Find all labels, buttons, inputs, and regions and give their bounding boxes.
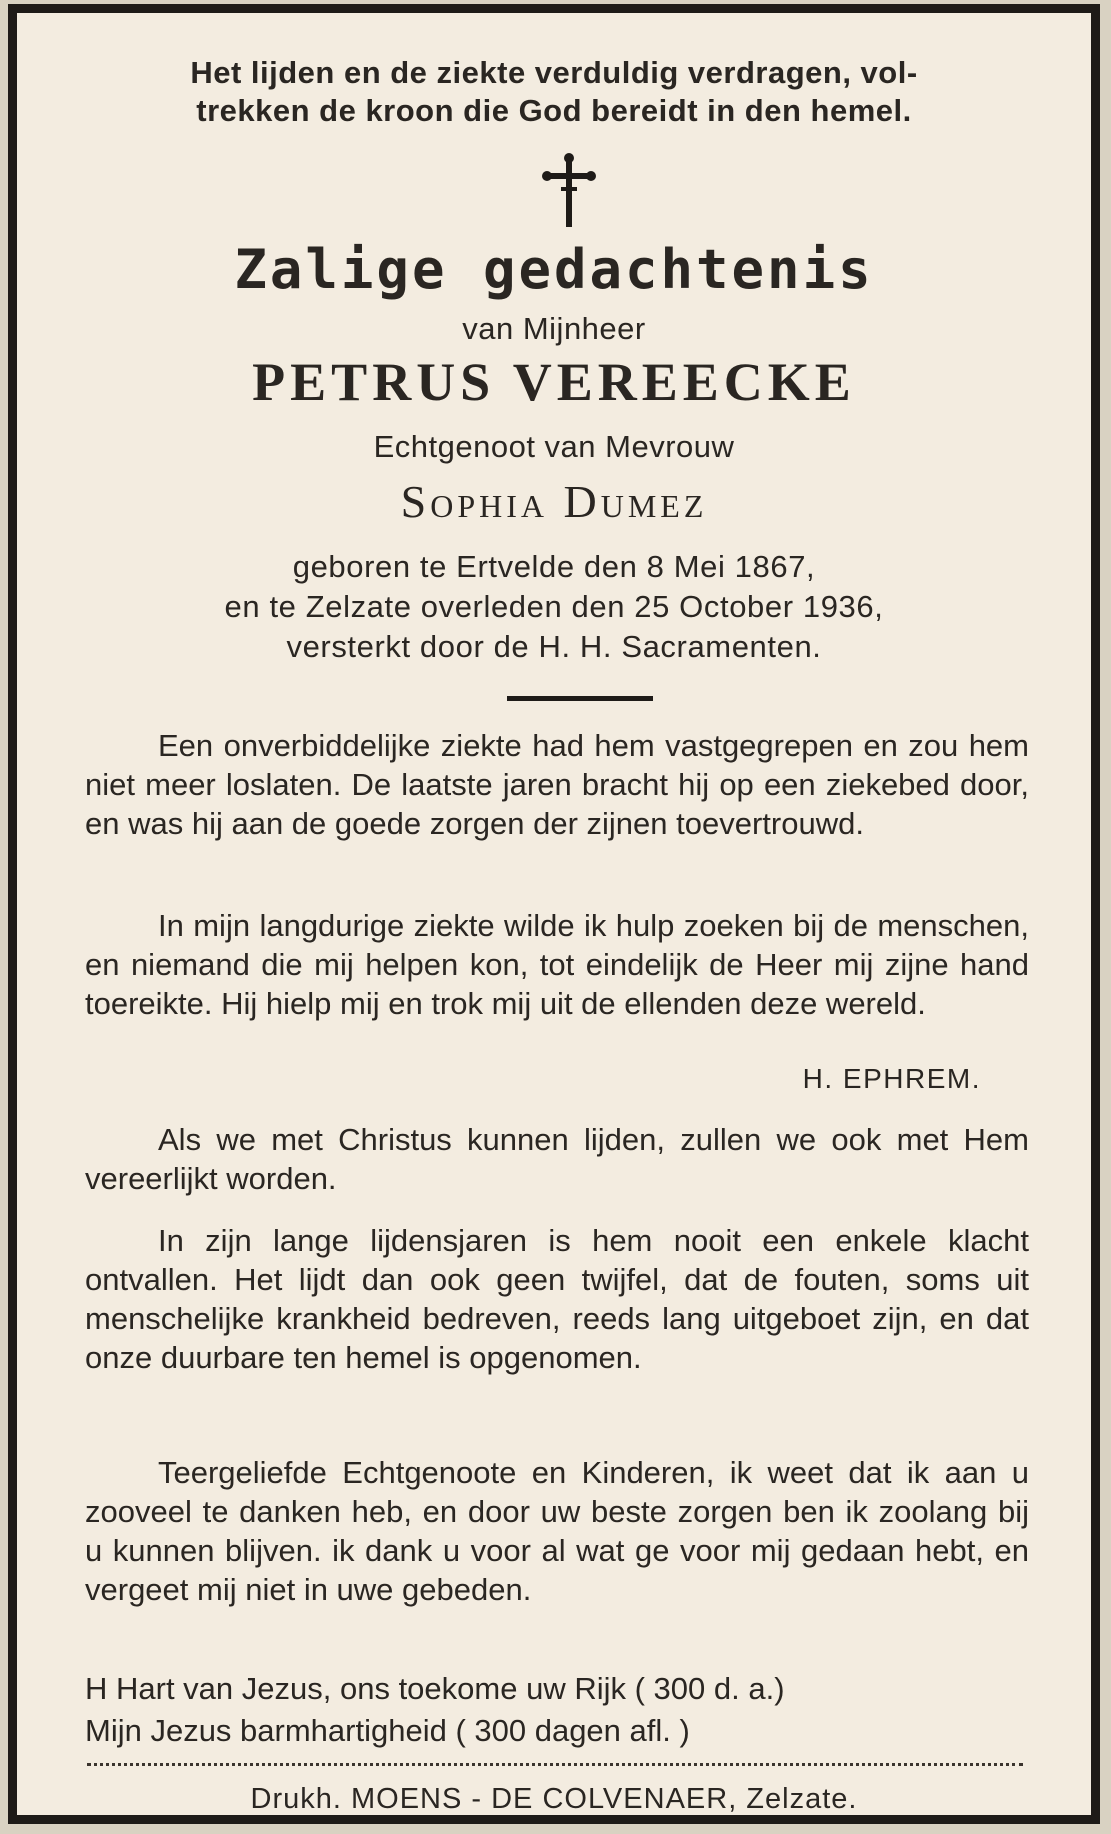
card-content — [17, 13, 1091, 1815]
spouse-name: Sophia Dumez — [400, 476, 708, 527]
prayer-2: Mijn Jezus barmhartigheid ( 300 dagen afl. ) — [85, 1713, 690, 1748]
printer-credit: Drukh. MOENS - DE COLVENAER, Zelzate. — [250, 1783, 858, 1815]
paragraph-5-text: Teergeliefde Echtgenoote en Kinderen, ik weet dat ik aan u zooveel te danken heb, en door uw beste zorgen ben ik zoolang bij u kunnen blijven. ik dank u voor al wat ge voor mij gedaan hebt, en vergeet mij niet in uwe gebeden. — [85, 1455, 1029, 1607]
memorial-card — [8, 4, 1100, 1824]
paragraph-2-text: In mijn langdurige ziekte wilde ik hulp zoeken bij de menschen, en niemand die mij helpen kon, tot eindelijk de Heer mij zijne hand toereikte. Hij hielp mij en trok mij uit de ellenden deze wereld. — [85, 908, 1029, 1021]
paragraph-1-text: Een onverbiddelijke ziekte had hem vastgegrepen en zou hem niet meer loslaten. De laatste jaren bracht hij op een ziekebed door, en was hij aan de goede zorgen der zijnen toevertrouwd. — [85, 728, 1029, 841]
separator-rule — [507, 696, 653, 701]
paragraph-3-text: Als we met Christus kunnen lijden, zullen we ook met Hem vereerlijkt worden. — [85, 1122, 1029, 1196]
quote-signature: H. EPHREM. — [802, 1063, 981, 1094]
van-mijnheer: van Mijnheer — [462, 311, 646, 346]
dates-line-1: geboren te Ertvelde den 8 Mei 1867, — [292, 549, 816, 584]
dotted-divider — [87, 1763, 1023, 1766]
header-verse-line-1: Het lijden en de ziekte verduldig verdragen, vol- — [190, 55, 918, 90]
prayer-1: H Hart van Jezus, ons toekome uw Rijk ( 300 d. a.) — [85, 1671, 785, 1706]
paragraph-4-text: In zijn lange lijdensjaren is hem nooit een enkele klacht ontvallen. Het lijdt dan ook geen twijfel, dat de fouten, soms uit menschelijke krankheid bedreven, reeds lang uitgeboet zijn, en dat onze duurbare ten hemel is opgenomen. — [85, 1223, 1029, 1375]
paragraph-1 — [85, 726, 1029, 843]
card-title: Zalige gedachtenis — [234, 238, 874, 301]
header-verse-line-2: trekken de kroon die God bereidt in den hemel. — [196, 93, 912, 128]
dates-line-3: versterkt door de H. H. Sacramenten. — [286, 629, 822, 664]
paragraph-4 — [85, 1221, 1029, 1377]
echtgenoot-van: Echtgenoot van Mevrouw — [373, 429, 735, 464]
deceased-name: PETRUS VEREECKE — [252, 352, 856, 412]
dates-line-2: en te Zelzate overleden den 25 October 1936, — [224, 589, 884, 624]
paragraph-5 — [85, 1453, 1029, 1609]
paragraph-3 — [85, 1120, 1029, 1198]
ornamental-cross-icon — [541, 153, 597, 231]
paragraph-2 — [85, 906, 1029, 1023]
